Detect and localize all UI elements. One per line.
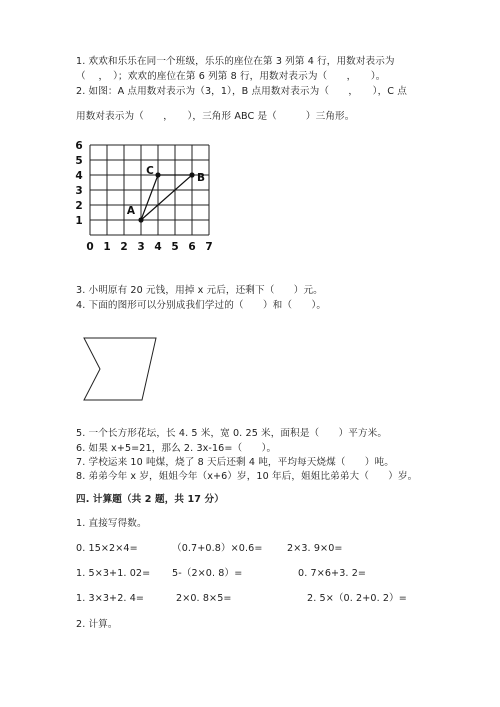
- sub-question-2: 2. 计算。: [76, 619, 118, 630]
- q5-text: 5. 一个长方形花坛，长 4. 5 米，宽 0. 25 米，面积是（ ）平方米。: [76, 428, 388, 439]
- q1-line2: （ ， ）；欢欢的座位在第 6 列第 8 行，用数对表示为（ ， ）。: [76, 71, 386, 82]
- q3-text: 3. 小明原有 20 元钱，用掉 x 元后，还剩下（ ）元。: [76, 285, 323, 296]
- coordinate-grid-figure: [72, 140, 232, 265]
- y-tick-label: 4: [75, 170, 83, 182]
- calc-item: 2×3. 9×0=: [287, 543, 343, 554]
- x-tick-label: 0: [86, 241, 94, 253]
- x-tick-label: 1: [103, 241, 111, 253]
- q7-text: 7. 学校运来 10 吨煤，烧了 8 天后还剩 4 吨，平均每天烧煤（ ）吨。: [76, 457, 394, 468]
- x-tick-label: 5: [171, 241, 179, 253]
- calc-item: 1. 3×3+2. 4=: [76, 593, 145, 604]
- point-b: [189, 172, 194, 177]
- y-tick-label: 6: [75, 140, 83, 152]
- point-label: B: [196, 172, 206, 184]
- x-tick-label: 2: [120, 241, 128, 253]
- q2-line1: 2. 如图：A 点用数对表示为（3，1），B 点用数对表示为（ ， ），C 点: [76, 86, 407, 97]
- calc-item: 0. 15×2×4=: [76, 543, 138, 554]
- calc-item: 1. 5×3+1. 02=: [76, 568, 151, 579]
- y-tick-label: 3: [75, 185, 83, 197]
- q1-line1: 1. 欢欢和乐乐在同一个班级，乐乐的座位在第 3 列第 4 行，用数对表示为: [76, 56, 395, 67]
- q6-text: 6. 如果 x+5=21，那么 2. 3x-16=（ ）。: [76, 443, 277, 454]
- y-tick-label: 2: [75, 200, 83, 212]
- calc-item: （0.7+0.8）×0.6=: [172, 543, 263, 554]
- q8-text: 8. 弟弟今年 x 岁，姐姐今年（x+6）岁，10 年后，姐姐比弟弟大（ ）岁。: [76, 471, 418, 482]
- y-tick-label: 1: [75, 215, 83, 227]
- point-c: [155, 172, 160, 177]
- point-a: [138, 217, 143, 222]
- x-tick-label: 4: [154, 241, 162, 253]
- x-tick-label: 3: [137, 241, 145, 253]
- sub-question-1: 1. 直接写得数。: [76, 518, 147, 529]
- point-label: A: [126, 205, 136, 217]
- section-title: 四. 计算题（共 2 题，共 17 分）: [76, 494, 224, 505]
- calc-item: 5-（2×0. 8）=: [172, 568, 243, 579]
- triangle-abc: [141, 175, 192, 220]
- q4-text: 4. 下面的图形可以分别成我们学过的（ ）和（ ）。: [76, 300, 327, 311]
- calc-item: 2×0. 8×5=: [176, 593, 232, 604]
- x-tick-label: 6: [188, 241, 196, 253]
- y-tick-label: 5: [75, 155, 83, 167]
- calc-item: 2. 5×（0. 2+0. 2）=: [307, 593, 407, 604]
- chevron-shape-figure: [82, 336, 162, 406]
- point-label: C: [146, 165, 154, 177]
- calc-item: 0. 7×6+3. 2=: [298, 568, 367, 579]
- x-tick-label: 7: [205, 241, 213, 253]
- q2-line2: 用数对表示为（ ， ），三角形 ABC 是（ ）三角形。: [76, 111, 355, 122]
